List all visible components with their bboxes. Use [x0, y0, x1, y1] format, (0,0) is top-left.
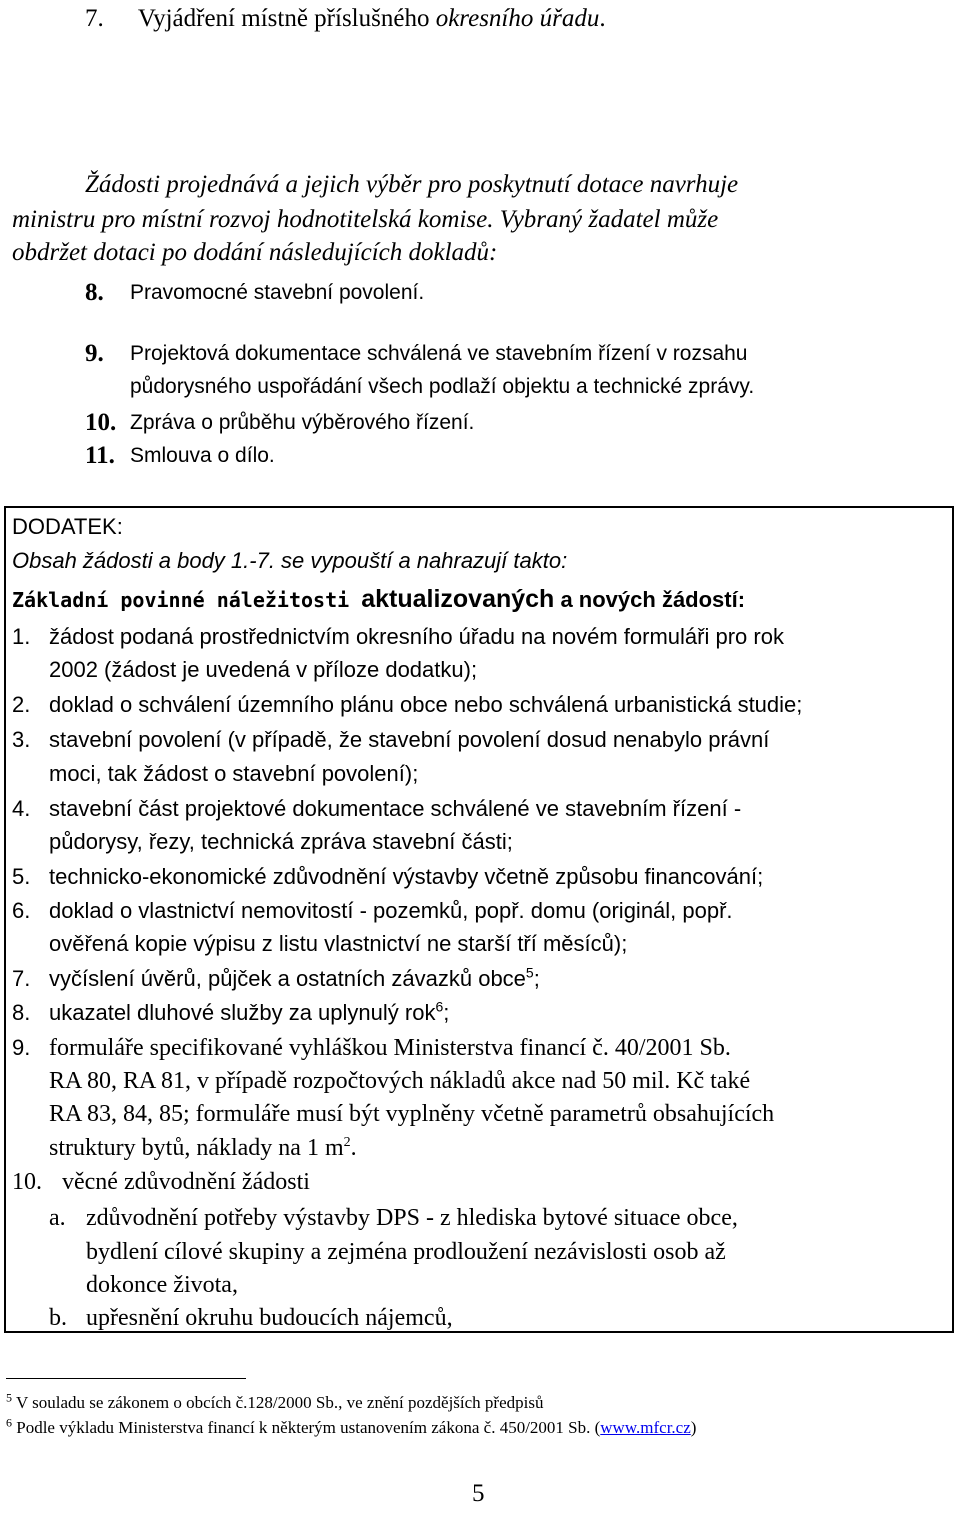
doc-number-9: 9. [85, 340, 104, 367]
doc-number-11: 11. [85, 442, 115, 469]
subitem-letter: b. [49, 1305, 67, 1331]
footnote-link[interactable]: www.mfcr.cz [600, 1418, 691, 1437]
addendum-item-text [49, 998, 449, 1028]
page-number: 5 [472, 1480, 485, 1507]
addendum-title [12, 584, 745, 615]
addendum-item-number: 3. [12, 727, 31, 752]
addendum-item-text: věcné zdůvodnění žádosti [62, 1169, 310, 1195]
doc-text-9-line-2: půdorysného uspořádání všech podlaží objektu a technické zprávy. [130, 375, 755, 398]
footnote-mark: 5 [6, 1390, 12, 1405]
addendum-item-text-main: ukazatel dluhové služby za uplynulý rok [49, 1000, 436, 1025]
addendum-item-text: doklad o vlastnictví nemovitostí - pozemků, popř. domu (originál, popř. [49, 898, 733, 923]
footnote-text: V souladu se zákonem o obcích č.128/2000 Sb., ve znění pozdějších předpisů [15, 1393, 544, 1412]
doc-text-10: Zpráva o průběhu výběrového řízení. [130, 411, 475, 434]
intro-line-2: ministru pro místní rozvoj hodnotitelská komise. Vybraný žadatel může [12, 206, 719, 233]
addendum-item-text: RA 83, 84, 85; formuláře musí být vyplněny včetně parametrů obsahujících [49, 1101, 775, 1127]
subitem-text: zdůvodnění potřeby výstavby DPS - z hlediska bytové situace obce, [86, 1205, 738, 1231]
list-item-7 [85, 4, 606, 34]
addendum-item-number: 9. [12, 1035, 31, 1060]
footnote-separator [6, 1378, 246, 1379]
addendum-title-part2: aktualizovaných [361, 585, 555, 613]
doc-text-11: Smlouva o dílo. [130, 444, 275, 467]
addendum-item-text: RA 80, RA 81, v případě rozpočtových nákladů akce nad 50 mil. Kč také [49, 1068, 751, 1094]
addendum-item-text: stavební část projektové dokumentace schválené ve stavebním řízení - [49, 796, 742, 821]
subitem-letter: a. [49, 1205, 66, 1231]
item-text: Vyjádření místně příslušného [137, 5, 436, 32]
subitem-text: upřesnění okruhu budoucích nájemců, [86, 1305, 453, 1331]
addendum-heading: DODATEK: [12, 514, 123, 539]
addendum-title-part3: a nových žádostí: [554, 587, 746, 612]
addendum-item-text-after: . [350, 1135, 357, 1161]
addendum-item-number: 6. [12, 898, 31, 923]
addendum-subheading: Obsah žádosti a body 1.-7. se vypouští a nahrazují takto: [12, 548, 568, 573]
subitem-text: bydlení cílové skupiny a zejména prodloužení nezávislosti osob až [86, 1239, 726, 1265]
footnote-mark: 6 [6, 1415, 12, 1430]
footnote-5 [6, 1392, 543, 1414]
addendum-item-number: 2. [12, 692, 31, 717]
subitem-text: dokonce života, [86, 1272, 238, 1298]
addendum-item-number: 4. [12, 796, 31, 821]
addendum-item-text: půdorysy, řezy, technická zpráva stavební části; [49, 829, 513, 854]
addendum-item-text: formuláře specifikované vyhláškou Ministerstva financí č. 40/2001 Sb. [49, 1035, 731, 1061]
addendum-item-number: 1. [12, 624, 31, 649]
addendum-item-text: technicko-ekonomické zdůvodnění výstavby včetně způsobu financování; [49, 864, 764, 889]
addendum-item-text: žádost podaná prostřednictvím okresního úřadu na novém formuláři pro rok [49, 624, 784, 649]
doc-text-8: Pravomocné stavební povolení. [130, 281, 425, 304]
addendum-item-text: stavební povolení (v případě, že stavební povolení dosud nenabylo právní [49, 727, 770, 752]
addendum-item-text [49, 964, 540, 994]
footnote-ref-6: 6 [435, 998, 444, 1015]
addendum-item-number: 8. [12, 1000, 31, 1025]
item-text-emphasis: okresního úřadu [435, 5, 600, 32]
superscript: 2 [343, 1135, 351, 1150]
doc-number-8: 8. [85, 279, 104, 306]
item-text-suffix: . [599, 5, 606, 32]
item-number: 7. [85, 5, 104, 32]
addendum-item-text: doklad o schválení územního plánu obce nebo schválená urbanistická studie; [49, 692, 803, 717]
addendum-item-text [49, 1133, 357, 1163]
addendum-title-part1: Základní povinné náležitosti [12, 588, 362, 612]
footnote-6 [6, 1417, 696, 1439]
footnote-text-after: ) [690, 1418, 697, 1437]
addendum-item-text-main: vyčíslení úvěrů, půjček a ostatních závazků obce [49, 966, 526, 991]
addendum-item-text: ověřená kopie výpisu z listu vlastnictví ne starší tří měsíců); [49, 931, 628, 956]
intro-line-3: obdržet dotaci po dodání následujících dokladů: [12, 239, 498, 266]
footnote-ref-5: 5 [525, 964, 534, 981]
doc-text-9-line-1: Projektová dokumentace schválená ve stavebním řízení v rozsahu [130, 342, 748, 365]
doc-number-10: 10. [85, 409, 117, 436]
addendum-item-number: 10. [12, 1169, 42, 1195]
addendum-item-text-after: ; [533, 966, 540, 991]
addendum-item-text: 2002 (žádost je uvedená v příloze dodatku); [49, 657, 478, 682]
addendum-item-text-after: ; [443, 1000, 450, 1025]
addendum-item-text-main: struktury bytů, náklady na 1 m [49, 1135, 344, 1161]
footnote-text: Podle výkladu Ministerstva financí k některým ustanovením zákona č. 450/2001 Sb. ( [16, 1418, 601, 1437]
addendum-item-number: 5. [12, 864, 31, 889]
addendum-item-text: moci, tak žádost o stavební povolení); [49, 761, 419, 786]
intro-line-1: Žádosti projednává a jejich výběr pro poskytnutí dotace navrhuje [85, 171, 739, 198]
addendum-item-number: 7. [12, 966, 31, 991]
